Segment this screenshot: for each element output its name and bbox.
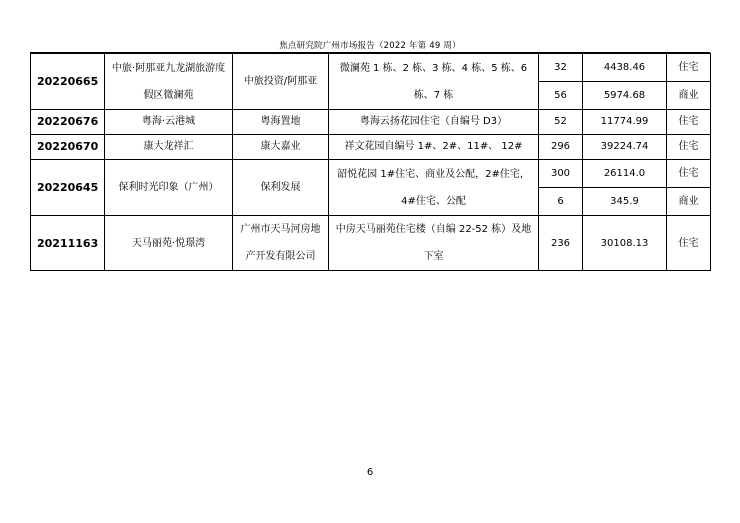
usage-cell: 商业 xyxy=(667,82,711,110)
units-cell: 56 xyxy=(539,82,583,110)
usage-cell: 住宅 xyxy=(667,135,711,160)
permit-id-cell: 20220676 xyxy=(31,110,105,135)
units-cell: 52 xyxy=(539,110,583,135)
area-cell: 30108.13 xyxy=(583,216,667,271)
page-header: 焦点研究院广州市场报告（2022 年第 49 周） xyxy=(279,41,461,51)
table-row xyxy=(31,110,711,135)
project-name-cell: 中旅·阿那亚九龙湖旅游度假区微澜苑 xyxy=(105,54,233,110)
project-name-cell: 保利时光印象（广州） xyxy=(105,160,233,216)
table-row xyxy=(31,135,711,160)
building-desc-cell: 微澜苑 1 栋、2 栋、3 栋、4 栋、5 栋、6 栋、7 栋 xyxy=(329,54,539,110)
table-row xyxy=(31,216,711,271)
project-name-cell: 康大龙祥汇 xyxy=(105,135,233,160)
usage-cell: 住宅 xyxy=(667,216,711,271)
developer-cell: 中旅投资/阿那亚 xyxy=(233,54,329,110)
area-cell: 5974.68 xyxy=(583,82,667,110)
table-row xyxy=(31,54,711,82)
units-cell: 296 xyxy=(539,135,583,160)
area-cell: 26114.0 xyxy=(583,160,667,188)
usage-cell: 住宅 xyxy=(667,160,711,188)
presale-permit-table xyxy=(30,53,711,271)
usage-cell: 商业 xyxy=(667,188,711,216)
permit-id-cell: 20220665 xyxy=(31,54,105,110)
developer-cell: 粤海置地 xyxy=(233,110,329,135)
building-desc-cell: 祥文花园自编号 1#、2#、11#、 12# xyxy=(329,135,539,160)
project-name-cell: 天马丽苑·悦璟湾 xyxy=(105,216,233,271)
area-cell: 345.9 xyxy=(583,188,667,216)
building-desc-cell: 韶悦花园 1#住宅、商业及公配，2#住宅，4#住宅、公配 xyxy=(329,160,539,216)
units-cell: 6 xyxy=(539,188,583,216)
building-desc-cell: 粤海云扬花园住宅（自编号 D3） xyxy=(329,110,539,135)
units-cell: 32 xyxy=(539,54,583,82)
units-cell: 300 xyxy=(539,160,583,188)
table-row xyxy=(31,160,711,188)
project-name-cell: 粤海·云港城 xyxy=(105,110,233,135)
units-cell: 236 xyxy=(539,216,583,271)
usage-cell: 住宅 xyxy=(667,54,711,82)
building-desc-cell: 中房天马丽苑住宅楼（自编 22-52 栋）及地下室 xyxy=(329,216,539,271)
area-cell: 39224.74 xyxy=(583,135,667,160)
permit-id-cell: 20211163 xyxy=(31,216,105,271)
permit-id-cell: 20220670 xyxy=(31,135,105,160)
developer-cell: 保利发展 xyxy=(233,160,329,216)
permit-id-cell: 20220645 xyxy=(31,160,105,216)
usage-cell: 住宅 xyxy=(667,110,711,135)
page-number: 6 xyxy=(366,467,374,478)
area-cell: 11774.99 xyxy=(583,110,667,135)
area-cell: 4438.46 xyxy=(583,54,667,82)
developer-cell: 康大嘉业 xyxy=(233,135,329,160)
developer-cell: 广州市天马河房地产开发有限公司 xyxy=(233,216,329,271)
